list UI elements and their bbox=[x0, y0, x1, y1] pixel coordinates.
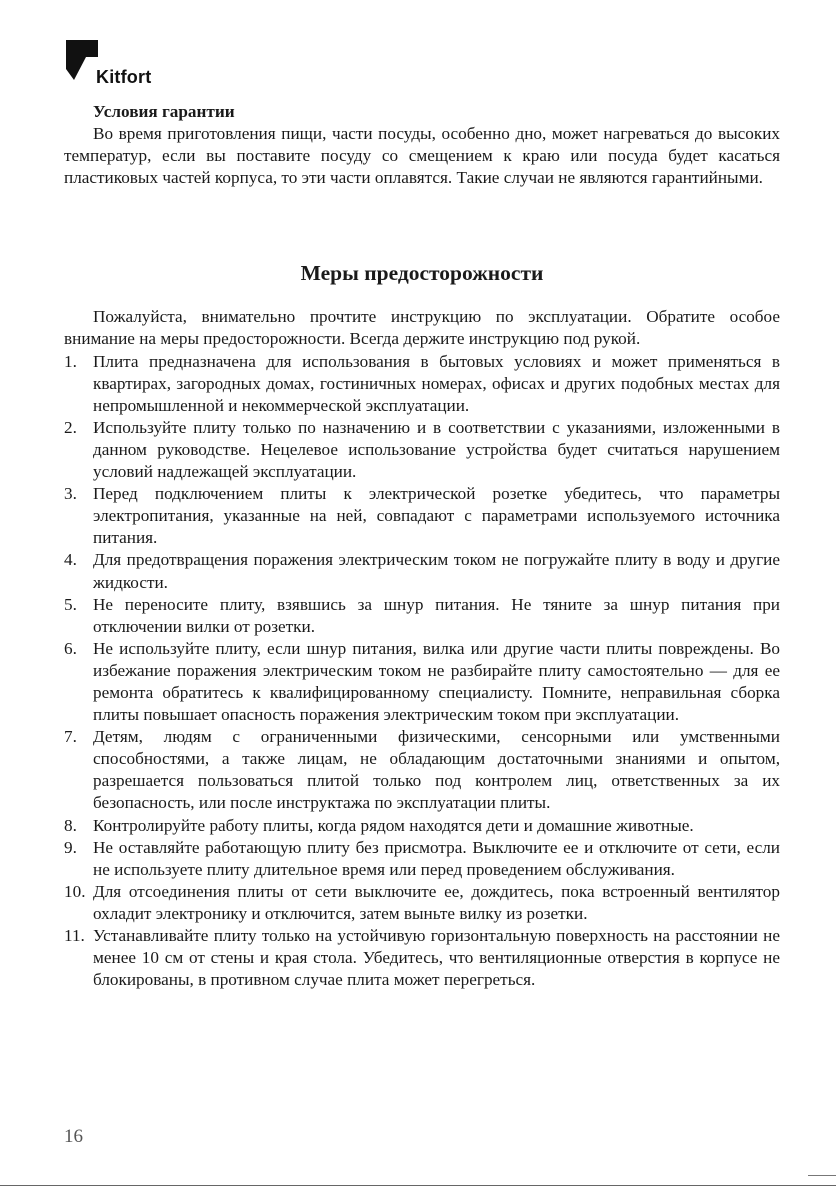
item-number: 10. bbox=[64, 881, 86, 901]
item-number: 5. bbox=[64, 594, 77, 614]
item-number: 4. bbox=[64, 550, 77, 570]
item-text: Плита предназначена для использования в бытовых условиях и может применяться в квартирах, загородных домах, гостиничных номерах, офисах и других подобных местах для непромышленной и некоммерческой эксплуатации. bbox=[93, 351, 780, 415]
item-text: Не оставляйте работающую плиту без присмотра. Выключите ее и отключите от сети, если не используете плиту длительное время или перед проведением обслуживания. bbox=[93, 837, 780, 879]
list-item bbox=[64, 726, 780, 814]
list-item bbox=[64, 925, 780, 991]
bottom-divider bbox=[0, 1185, 836, 1186]
item-text: Используйте плиту только по назначению и в соответствии с указаниями, изложенными в данном руководстве. Нецелевое использование устройства будет считаться нарушением условий надлежащей эксплуатации. bbox=[93, 417, 780, 482]
warranty-text: Во время приготовления пищи, части посуды, особенно дно, может нагреваться до высоких температур, если вы поставите посуду со смещением к краю или посуда будет касаться пластиковых частей корпуса, то эти части оплавятся. Такие случаи не являются гарантийными. bbox=[64, 124, 780, 188]
list-item bbox=[64, 351, 780, 417]
page-number: 16 bbox=[64, 1126, 83, 1147]
list-item bbox=[64, 417, 780, 483]
item-text: Не используйте плиту, если шнур питания, вилка или другие части плиты повреждены. Во избежание поражения электрическим током не разбирайте плиту самостоятельно — для ее ремонта обратитесь к квалифицированному специалисту. Помните, неправильная сборка плиты повышает опасность поражения электрическим током при эксплуатации. bbox=[93, 638, 780, 725]
bottom-divider-right bbox=[808, 1175, 836, 1176]
item-number: 1. bbox=[64, 351, 77, 371]
brand-logo bbox=[64, 40, 152, 87]
item-number: 9. bbox=[64, 837, 77, 857]
list-item bbox=[64, 549, 780, 593]
precautions-list bbox=[64, 351, 780, 992]
page-content bbox=[64, 101, 780, 991]
item-text: Для предотвращения поражения электрическим током не погружайте плиту в воду и другие жидкости. bbox=[93, 550, 780, 592]
item-text: Устанавливайте плиту только на устойчивую горизонтальную поверхность на расстоянии не менее 10 см от стены и края стола. Убедитесь, что вентиляционные отверстия в корпусе не блокированы, в противном случае плита может перегреться. bbox=[93, 926, 780, 990]
list-item bbox=[64, 881, 780, 925]
item-number: 2. bbox=[64, 417, 77, 437]
item-text: Детям, людям с ограниченными физическими, сенсорными или умственными способностями, а также лицам, не обладающим достаточными знаниями и опытом, разрешается пользоваться плитой только под контролем лиц, ответственных за их безопасность, или после инструктажа по эксплуатации плиты. bbox=[93, 727, 780, 813]
list-item bbox=[64, 483, 780, 549]
precautions-intro: Пожалуйста, внимательно прочтите инструкцию по эксплуатации. Обратите особое внимание на меры предосторожности. Всегда держите инструкцию под рукой. bbox=[64, 307, 780, 349]
item-text: Не переносите плиту, взявшись за шнур питания. Не тяните за шнур питания при отключении вилки от розетки. bbox=[93, 594, 780, 636]
item-number: 8. bbox=[64, 815, 77, 835]
list-item bbox=[64, 638, 780, 726]
item-text: Контролируйте работу плиты, когда рядом находятся дети и домашние животные. bbox=[93, 815, 694, 835]
warranty-title: Условия гарантии bbox=[93, 102, 235, 121]
item-number: 11. bbox=[64, 926, 85, 945]
item-number: 3. bbox=[64, 484, 77, 504]
item-text: Для отсоединения плиты от сети выключите ее, дождитесь, пока встроенный вентилятор охладит электронику и отключится, затем выньте вилку из розетки. bbox=[93, 881, 780, 923]
item-number: 7. bbox=[64, 727, 77, 747]
list-item bbox=[64, 815, 780, 837]
item-text: Перед подключением плиты к электрической розетке убедитесь, что параметры электропитания, указанные на ней, совпадают с параметрами используемого источника питания. bbox=[93, 484, 780, 548]
item-number: 6. bbox=[64, 638, 77, 658]
brand-name: Kitfort bbox=[96, 67, 152, 87]
list-item bbox=[64, 837, 780, 881]
kitfort-logo-icon bbox=[64, 40, 100, 80]
precautions-title: Меры предосторожности bbox=[300, 261, 544, 286]
list-item bbox=[64, 594, 780, 638]
